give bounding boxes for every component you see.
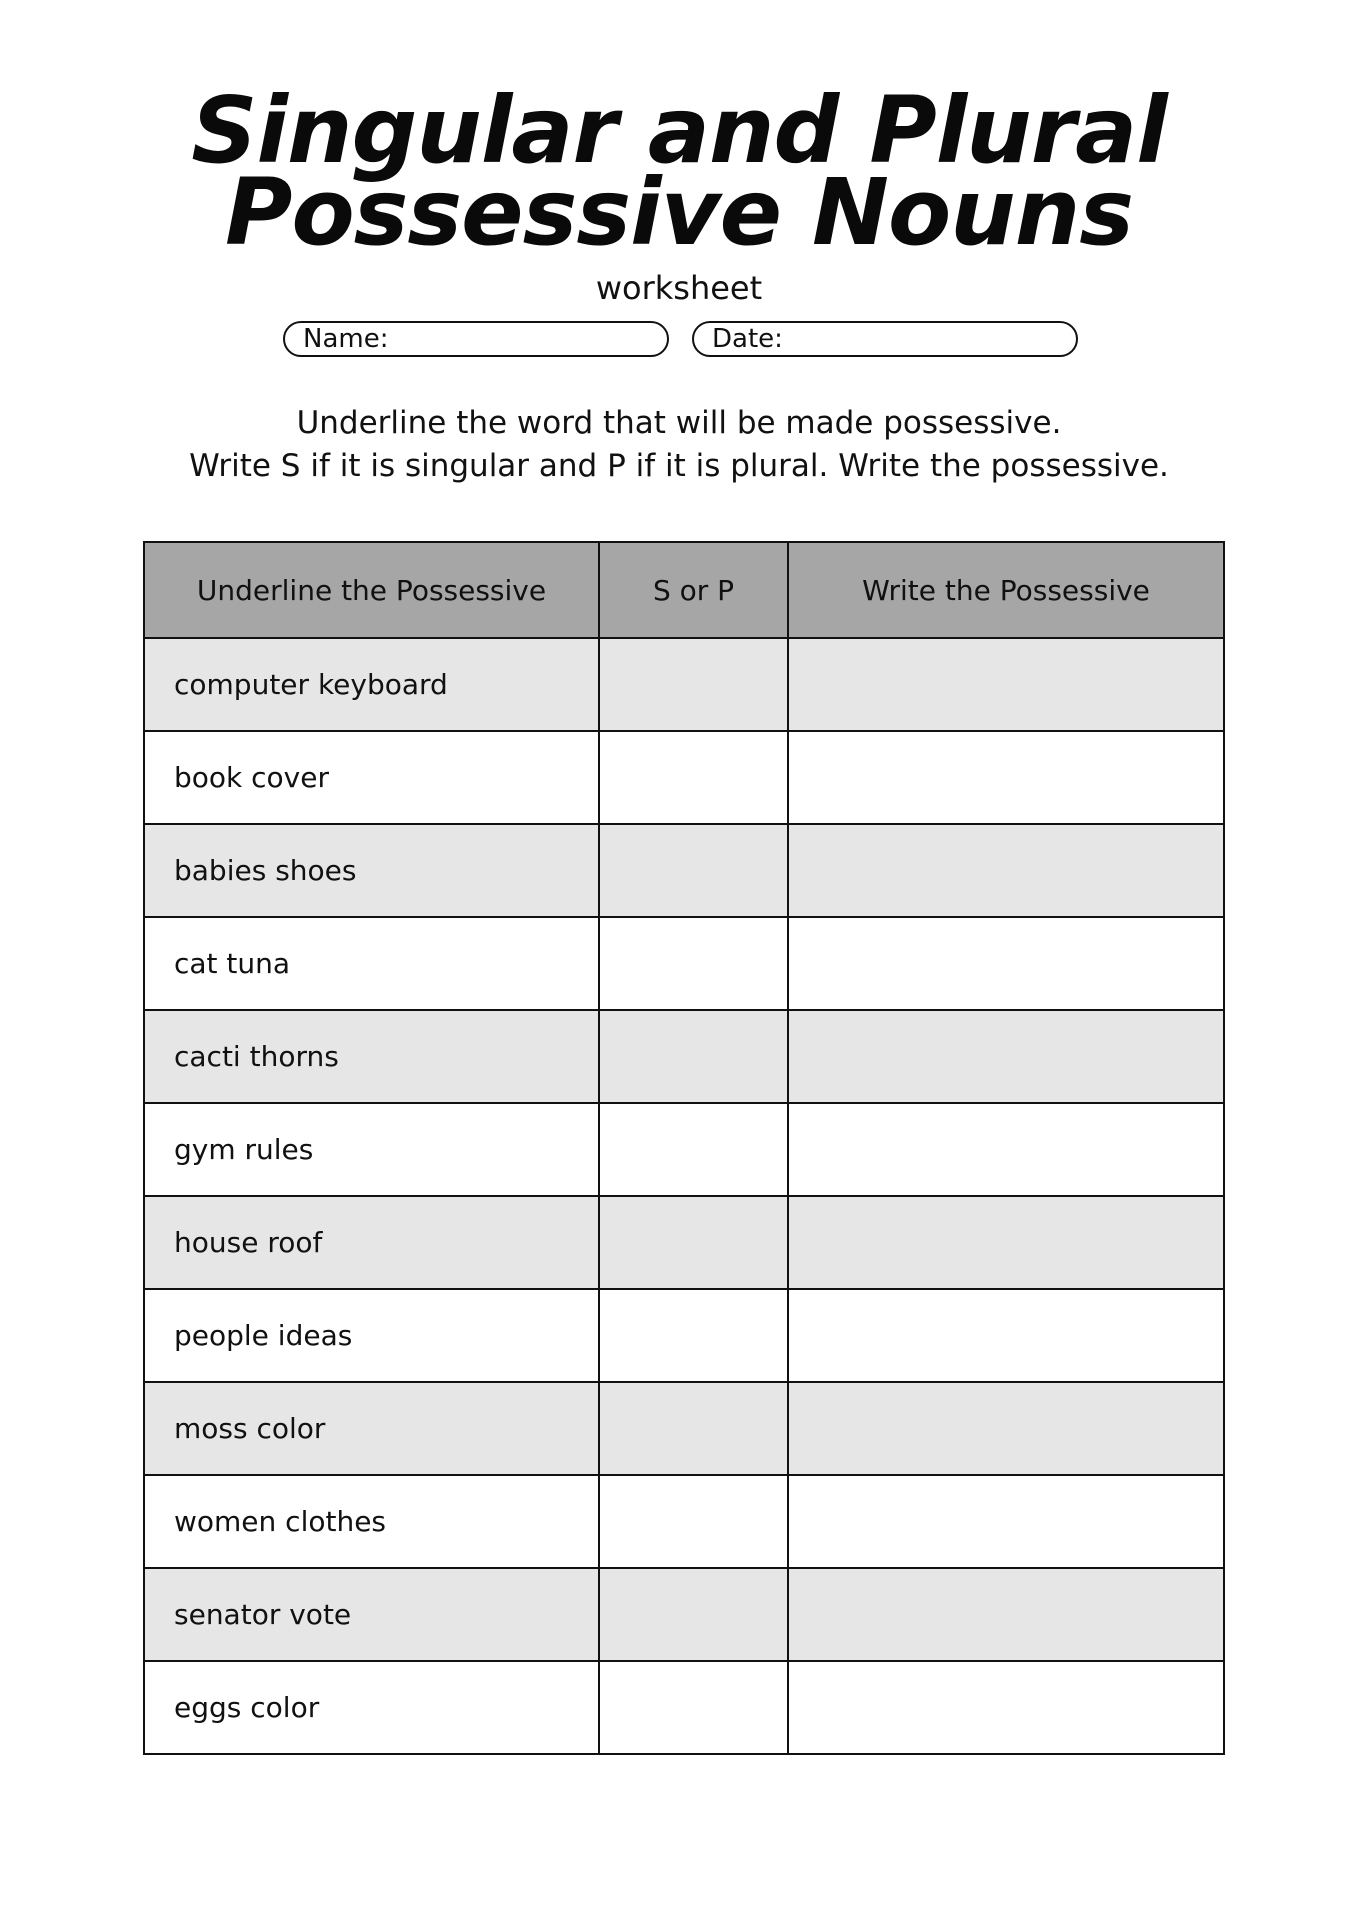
table-row: [144, 1568, 1224, 1661]
table-row: [144, 1382, 1224, 1475]
possessive-answer-cell[interactable]: [788, 638, 1224, 731]
column-header-s-or-p: S or P: [599, 542, 788, 638]
s-or-p-answer-cell[interactable]: [599, 1475, 788, 1568]
word-pair[interactable]: cacti thorns: [144, 1010, 599, 1103]
possessive-answer-cell[interactable]: [788, 824, 1224, 917]
possessive-answer-cell[interactable]: [788, 1289, 1224, 1382]
word-pair[interactable]: people ideas: [144, 1289, 599, 1382]
s-or-p-answer-cell[interactable]: [599, 731, 788, 824]
s-or-p-answer-cell[interactable]: [599, 917, 788, 1010]
column-header-underline: Underline the Possessive: [144, 542, 599, 638]
s-or-p-answer-cell[interactable]: [599, 1196, 788, 1289]
word-pair[interactable]: house roof: [144, 1196, 599, 1289]
possessive-answer-cell[interactable]: [788, 917, 1224, 1010]
possessive-answer-cell[interactable]: [788, 1661, 1224, 1754]
word-pair[interactable]: babies shoes: [144, 824, 599, 917]
table-row: [144, 1475, 1224, 1568]
s-or-p-answer-cell[interactable]: [599, 1568, 788, 1661]
instruction-line-2: Write S if it is singular and P if it is plural. Write the possessive.: [189, 448, 1169, 484]
possessive-answer-cell[interactable]: [788, 1382, 1224, 1475]
table-row: [144, 731, 1224, 824]
s-or-p-answer-cell[interactable]: [599, 1103, 788, 1196]
table-row: [144, 1103, 1224, 1196]
table-row: [144, 1289, 1224, 1382]
possessive-answer-cell[interactable]: [788, 1568, 1224, 1661]
table-row: [144, 1661, 1224, 1754]
s-or-p-answer-cell[interactable]: [599, 1289, 788, 1382]
table-row: [144, 1196, 1224, 1289]
instruction-line-1: Underline the word that will be made possessive.: [296, 405, 1062, 441]
possessive-answer-cell[interactable]: [788, 1010, 1224, 1103]
date-label: Date:: [712, 324, 783, 354]
table-row: [144, 824, 1224, 917]
word-pair[interactable]: gym rules: [144, 1103, 599, 1196]
possessive-answer-cell[interactable]: [788, 1475, 1224, 1568]
possessive-answer-cell[interactable]: [788, 731, 1224, 824]
word-pair[interactable]: book cover: [144, 731, 599, 824]
worksheet-subtitle: worksheet: [595, 269, 763, 307]
table-row: [144, 638, 1224, 731]
s-or-p-answer-cell[interactable]: [599, 824, 788, 917]
word-pair[interactable]: cat tuna: [144, 917, 599, 1010]
s-or-p-answer-cell[interactable]: [599, 1661, 788, 1754]
worksheet-title-line1: Singular and Plural: [191, 77, 1167, 184]
possessive-answer-cell[interactable]: [788, 1103, 1224, 1196]
s-or-p-answer-cell[interactable]: [599, 1382, 788, 1475]
s-or-p-answer-cell[interactable]: [599, 1010, 788, 1103]
exercise-table: [143, 541, 1225, 1755]
word-pair[interactable]: eggs color: [144, 1661, 599, 1754]
table-row: [144, 917, 1224, 1010]
possessive-answer-cell[interactable]: [788, 1196, 1224, 1289]
word-pair[interactable]: senator vote: [144, 1568, 599, 1661]
column-header-write: Write the Possessive: [788, 542, 1224, 638]
word-pair[interactable]: women clothes: [144, 1475, 599, 1568]
table-header-row: [144, 542, 1224, 638]
worksheet-title-line2: Possessive Nouns: [225, 159, 1133, 266]
word-pair[interactable]: computer keyboard: [144, 638, 599, 731]
s-or-p-answer-cell[interactable]: [599, 638, 788, 731]
name-field[interactable]: [283, 321, 669, 357]
table-row: [144, 1010, 1224, 1103]
word-pair[interactable]: moss color: [144, 1382, 599, 1475]
date-field[interactable]: [692, 321, 1078, 357]
instructions: [0, 402, 1358, 488]
name-label: Name:: [303, 324, 389, 354]
